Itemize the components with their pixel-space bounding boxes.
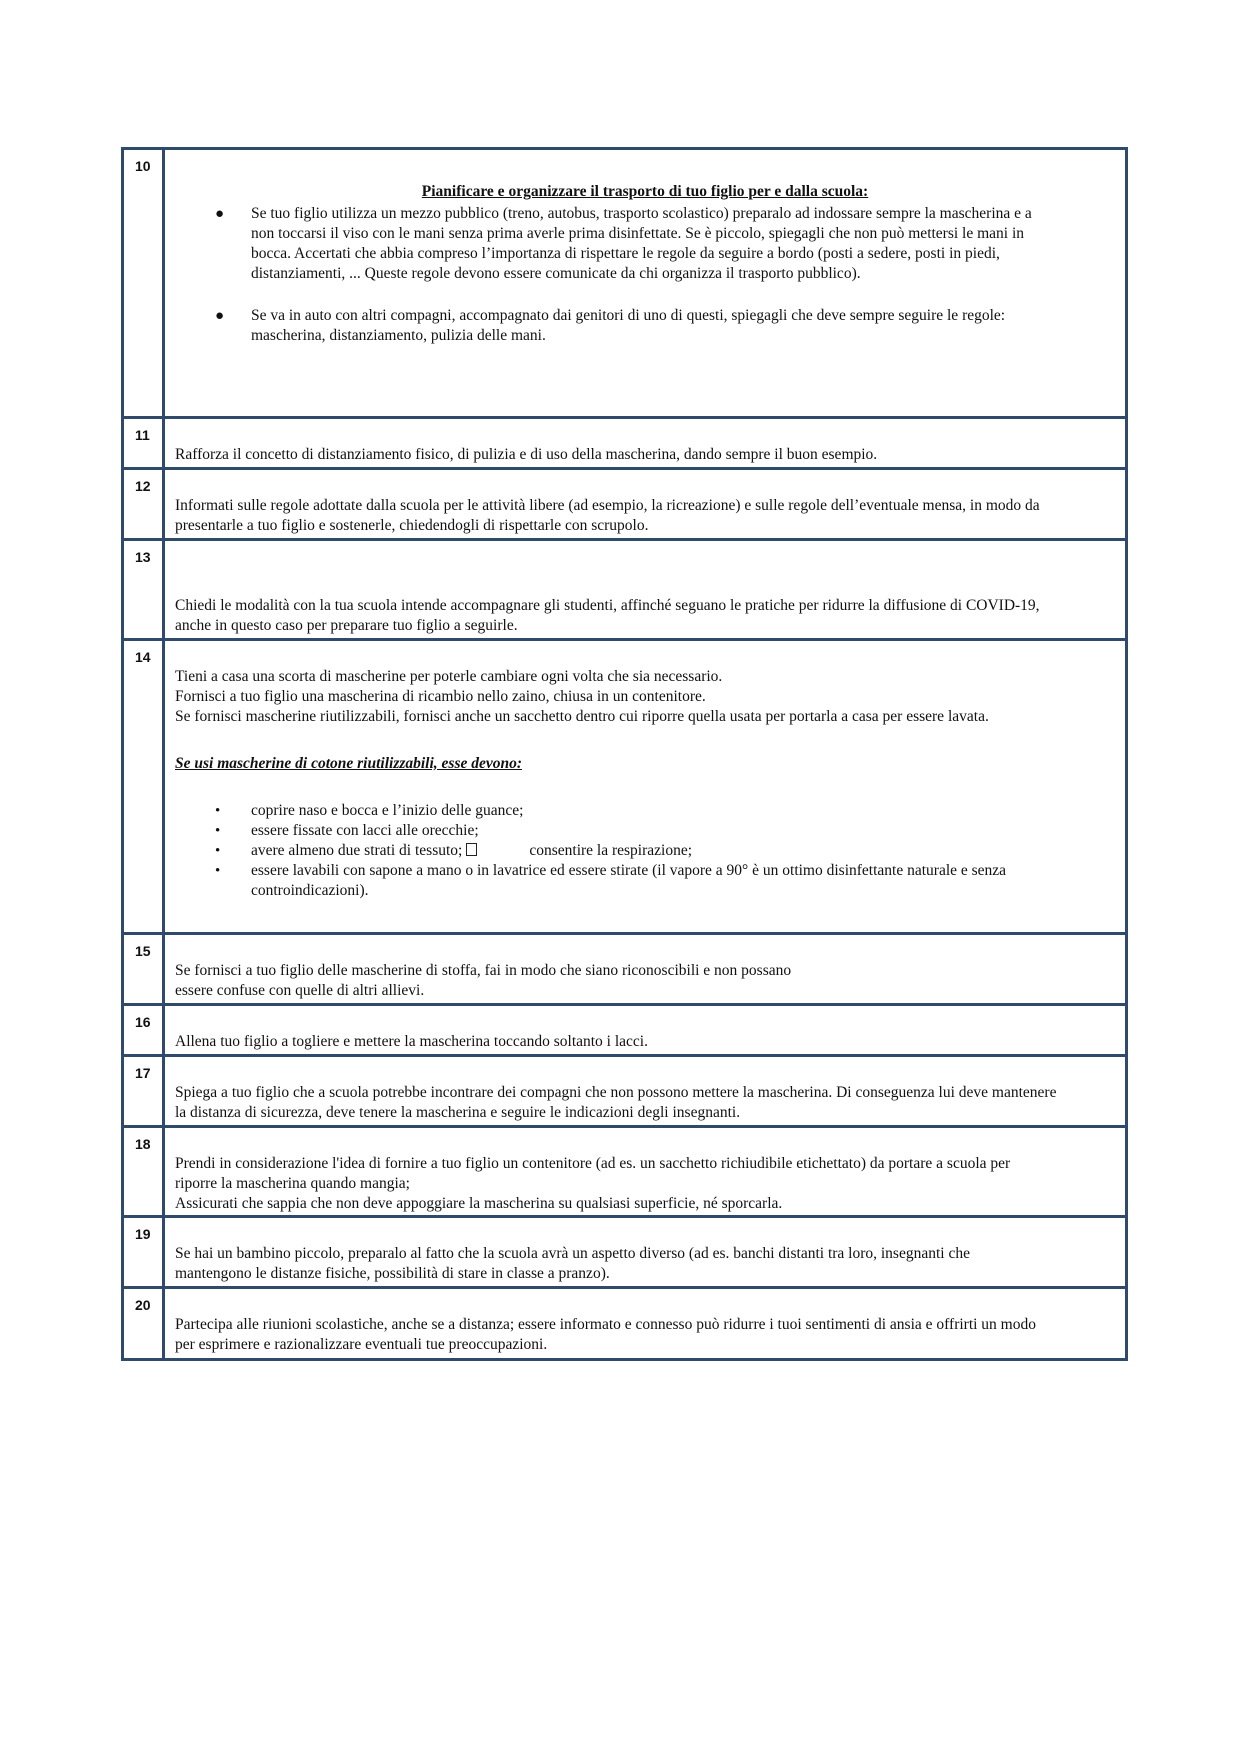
row-text: Se hai un bambino piccolo, preparalo al fatto che la scuola avrà un aspetto diverso (ad es. banchi distanti tra loro, insegnanti che [175, 1245, 970, 1262]
row-text: Chiedi le modalità con la tua scuola intende accompagnare gli studenti, affinché seguano le pratiche per ridurre la diffusione di COVID-19, [175, 597, 1040, 614]
bullet-dot-icon: ● [215, 206, 225, 222]
table-row-20 [123, 1288, 1127, 1360]
row-text: mantengono le distanze fisiche, possibilità di stare in classe a pranzo). [175, 1265, 610, 1282]
row-text: riporre la mascherina quando mangia; [175, 1175, 410, 1192]
list-item: • essere lavabili con sapone a mano o in lavatrice ed essere stirate (il vapore a 90° è un ottimo disinfettante naturale e senza controindicazioni). [215, 862, 1007, 899]
list-item: • coprire naso e bocca e l’inizio delle guance; [215, 802, 524, 819]
bullet-dot-icon: ● [215, 308, 225, 324]
bullet-icon: • [215, 803, 221, 819]
row-text: Assicurati che sappia che non deve appoggiare la mascherina su qualsiasi superficie, né sporcarla. [175, 1195, 783, 1212]
row-number: 10 [135, 158, 151, 174]
table-row-10 [123, 149, 1127, 418]
row-number: 12 [135, 478, 151, 494]
row-text: Informati sulle regole adottate dalla scuola per le attività libere (ad esempio, la ricreazione) e sulle regole dell’eventuale mensa, in modo da [175, 497, 1040, 514]
row-text: Se fornisci mascherine riutilizzabili, fornisci anche un sacchetto dentro cui riporre quella usata per portarla a casa per essere lavata. [175, 708, 989, 725]
row-text: presentarle a tuo figlio e sostenerle, chiedendogli di rispettarle con scrupolo. [175, 517, 649, 534]
section-heading: Pianificare e organizzare il trasporto di tuo figlio per e dalla scuola: [421, 183, 869, 200]
table-row-15 [123, 934, 1127, 1005]
row-text: Partecipa alle riunioni scolastiche, anche se a distanza; essere informato e connesso può ridurre i tuoi sentimenti di ansia e offrirti un modo [175, 1316, 1036, 1333]
bullet-icon: • [215, 863, 221, 879]
bullet-list [175, 801, 1115, 901]
bullet-icon: • [215, 843, 221, 859]
row-text: Spiega a tuo figlio che a scuola potrebbe incontrare dei compagni che non possono mettere la mascherina. Di conseguenza lui deve mantenere [175, 1084, 1057, 1101]
row-number: 18 [135, 1136, 151, 1152]
list-item: ● Se tuo figlio utilizza un mezzo pubblico (treno, autobus, trasporto scolastico) preparalo ad indossare sempre la mascherina e a non toccarsi il viso con le mani senza prima averle prima disinfettate. Se è piccolo, spiegagli che non può mettersi le mani in bocca. Accertati che abbia compreso l’importanza di rispettare le regole da seguire a bordo (posti a sedere, posti in piedi, distanziamenti, ... Queste regole devono essere comunicate da chi organizza il trasporto pubblico). [215, 205, 1032, 282]
row-text: Fornisci a tuo figlio una mascherina di ricambio nello zaino, chiusa in un contenitore. [175, 688, 706, 705]
guidelines-table [121, 147, 1128, 1361]
row-text: Allena tuo figlio a togliere e mettere la mascherina toccando soltanto i lacci. [175, 1033, 648, 1050]
row-text: per esprimere e razionalizzare eventuali tue preoccupazioni. [175, 1336, 548, 1353]
row-number: 17 [135, 1065, 151, 1081]
row-text: Se fornisci a tuo figlio delle mascherine di stoffa, fai in modo che siano riconoscibili e non possano [175, 962, 792, 979]
table-row-12 [123, 469, 1127, 540]
table-row-14 [123, 640, 1127, 934]
table-row-16 [123, 1005, 1127, 1056]
row-number: 11 [135, 427, 150, 443]
list-item: • essere fissate con lacci alle orecchie; [215, 822, 479, 839]
bullet-icon: • [215, 823, 221, 839]
list-item: • avere almeno due strati di tessuto; consentire la respirazione; [215, 842, 693, 859]
table-row-13 [123, 540, 1127, 640]
bullet-list [175, 204, 1115, 346]
table-row-11 [123, 418, 1127, 469]
table-row-17 [123, 1056, 1127, 1127]
row-text: essere confuse con quelle di altri allievi. [175, 982, 425, 999]
missing-glyph-icon [466, 843, 477, 856]
row-text: Prendi in considerazione l'idea di fornire a tuo figlio un contenitore (ad es. un sacchetto richiudibile etichettato) da portare a scuola per [175, 1155, 1011, 1172]
list-item: ● Se va in auto con altri compagni, accompagnato dai genitori di uno di questi, spiegagli che deve sempre seguire le regole: mascherina, distanziamento, pulizia delle mani. [215, 307, 1006, 344]
section-subheading: Se usi mascherine di cotone riutilizzabili, esse devono: [175, 755, 523, 772]
table-row-19 [123, 1217, 1127, 1288]
table-row-18 [123, 1127, 1127, 1217]
row-number: 14 [135, 649, 151, 665]
row-number: 19 [135, 1226, 151, 1242]
row-number: 13 [135, 549, 151, 565]
row-text: la distanza di sicurezza, deve tenere la mascherina e seguire le indicazioni degli insegnanti. [175, 1104, 741, 1121]
row-text: Tieni a casa una scorta di mascherine per poterle cambiare ogni volta che sia necessario. [175, 668, 723, 685]
row-text: Rafforza il concetto di distanziamento fisico, di pulizia e di uso della mascherina, dando sempre il buon esempio. [175, 446, 878, 463]
row-number: 16 [135, 1014, 151, 1030]
row-text: anche in questo caso per preparare tuo figlio a seguirle. [175, 617, 518, 634]
row-number: 20 [135, 1297, 151, 1313]
row-number: 15 [135, 943, 151, 959]
